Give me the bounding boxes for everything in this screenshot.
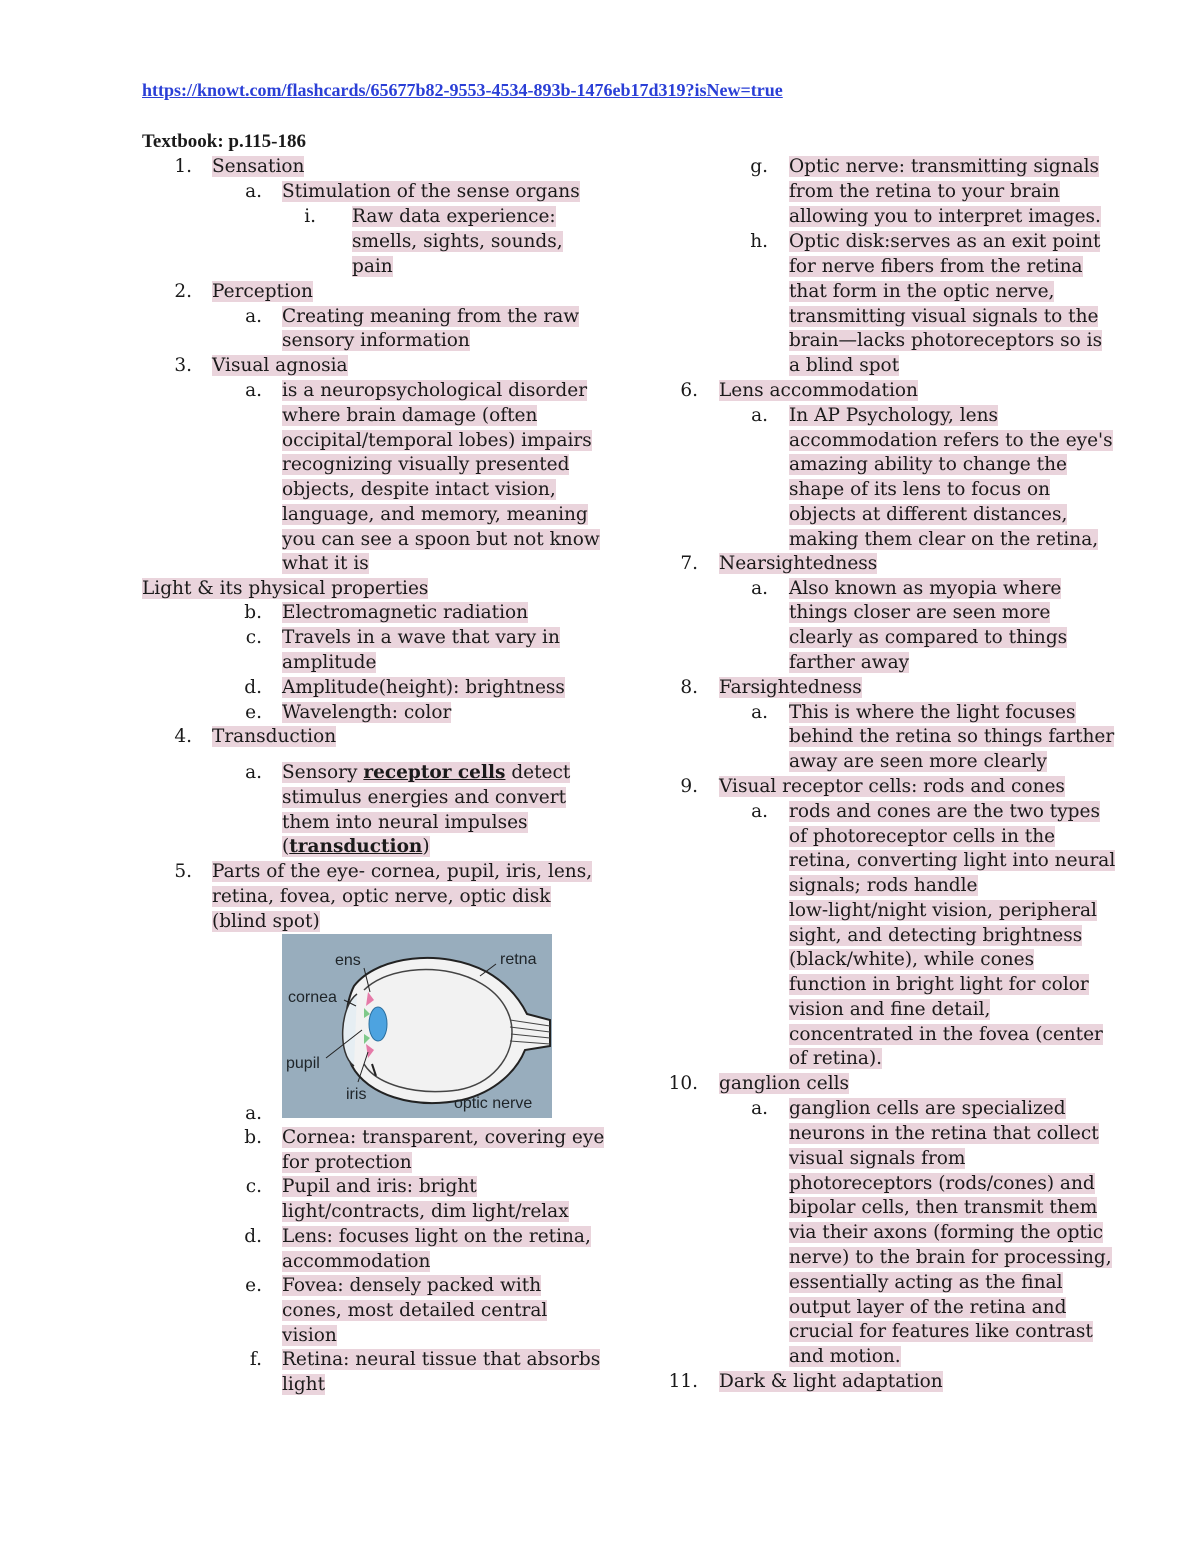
list-item: Cornea: transparent, covering eye <box>282 1127 605 1148</box>
list-marker: d. <box>244 677 262 698</box>
list-item: sensory information <box>282 330 470 351</box>
list-item: things closer are seen more <box>789 602 1051 623</box>
list-marker: 9. <box>680 776 698 797</box>
list-marker: h. <box>750 231 768 252</box>
eye-diagram <box>282 934 552 1118</box>
list-item: vision and fine detail, <box>789 999 991 1020</box>
list-item: Retina: neural tissue that absorbs <box>282 1349 601 1370</box>
list-item: recognizing visually presented <box>282 454 570 475</box>
list-marker: f. <box>249 1349 262 1370</box>
list-item: Nearsightedness <box>719 553 878 574</box>
list-item: Transduction <box>212 726 337 747</box>
flashcards-link[interactable]: https://knowt.com/flashcards/65677b82-9553-4534-893b-1476eb17d319?isNew=true <box>142 80 783 100</box>
list-marker: a. <box>751 702 768 723</box>
list-item: Optic disk:serves as an exit point <box>789 231 1101 252</box>
list-item: amazing ability to change the <box>789 454 1067 475</box>
list-item: Farsightedness <box>719 677 862 698</box>
list-item: low-light/night vision, peripheral <box>789 900 1097 921</box>
list-item: This is where the light focuses <box>789 702 1076 723</box>
list-item: for protection <box>282 1152 412 1173</box>
list-item: Perception <box>212 281 313 302</box>
list-item: bipolar cells, then transmit them <box>789 1197 1098 1218</box>
list-marker: a. <box>245 380 262 401</box>
receptor-cells-term: receptor cells <box>363 762 506 783</box>
list-marker: 2. <box>174 281 192 302</box>
list-item: neurons in the retina that collect <box>789 1123 1099 1144</box>
list-marker: e. <box>245 1275 262 1296</box>
label-retina: retna <box>500 951 537 968</box>
list-marker: a. <box>751 405 768 426</box>
list-item: Parts of the eye- cornea, pupil, iris, lens, <box>212 861 593 882</box>
list-item: language, and memory, meaning <box>282 504 588 525</box>
list-item: that form in the optic nerve, <box>789 281 1055 302</box>
list-item: is a neuropsychological disorder <box>282 380 588 401</box>
list-marker: a. <box>751 578 768 599</box>
list-item: ganglion cells <box>719 1073 850 1094</box>
list-marker: 4. <box>174 726 192 747</box>
list-item: Sensory receptor cells detect <box>282 762 571 783</box>
list-item: (blind spot) <box>212 911 320 932</box>
list-item: clearly as compared to things <box>789 627 1068 648</box>
list-item: sight, and detecting brightness <box>789 925 1083 946</box>
label-cornea: cornea <box>288 989 337 1006</box>
list-item: Dark & light adaptation <box>719 1371 943 1392</box>
list-item: Stimulation of the sense organs <box>282 181 580 202</box>
list-item: where brain damage (often <box>282 405 538 426</box>
list-item: light <box>282 1374 326 1395</box>
list-item: pain <box>352 256 393 277</box>
list-item: (black/white), while cones <box>789 949 1035 970</box>
list-item: brain—lacks photoreceptors so is <box>789 330 1103 351</box>
list-item: light/contracts, dim light/relax <box>282 1201 569 1222</box>
section-heading: Light & its physical properties <box>142 578 429 599</box>
list-item: from the retina to your brain <box>789 181 1060 202</box>
list-item: Creating meaning from the raw <box>282 306 580 327</box>
transduction-term: transduction <box>289 836 423 857</box>
list-item: Lens accommodation <box>719 380 918 401</box>
list-item: Visual agnosia <box>212 355 348 376</box>
list-item: concentrated in the fovea (center <box>789 1024 1103 1045</box>
list-item: Sensation <box>212 156 305 177</box>
list-item: what it is <box>282 553 369 574</box>
list-item: visual signals from <box>789 1148 966 1169</box>
list-item: away are seen more clearly <box>789 751 1047 772</box>
list-item: vision <box>282 1325 337 1346</box>
list-marker: 7. <box>680 553 698 574</box>
lens-shape <box>369 1007 387 1041</box>
label-iris: iris <box>346 1086 367 1103</box>
list-item: smells, sights, sounds, <box>352 231 563 252</box>
list-item: objects, despite intact vision, <box>282 479 556 500</box>
list-item: making them clear on the retina, <box>789 529 1099 550</box>
list-item: amplitude <box>282 652 377 673</box>
list-item: occipital/temporal lobes) impairs <box>282 430 592 451</box>
list-marker: i. <box>304 206 316 227</box>
list-item: behind the retina so things farther <box>789 726 1115 747</box>
list-marker: a. <box>245 762 262 783</box>
list-item: stimulus energies and convert <box>282 787 567 808</box>
label-optic-nerve: optic nerve <box>454 1095 533 1112</box>
list-item: and motion. <box>789 1346 901 1367</box>
list-item: them into neural impulses <box>282 812 528 833</box>
list-item: Wavelength: color <box>282 702 452 723</box>
list-marker: d. <box>244 1226 262 1247</box>
list-marker: g. <box>750 156 768 177</box>
list-item: transmitting visual signals to the <box>789 306 1099 327</box>
list-item: allowing you to interpret images. <box>789 206 1101 227</box>
list-item: essentially acting as the final <box>789 1272 1063 1293</box>
list-item: a blind spot <box>789 355 900 376</box>
list-item: accommodation refers to the eye's <box>789 430 1113 451</box>
list-marker: 3. <box>174 355 192 376</box>
list-item: for nerve fibers from the retina <box>789 256 1083 277</box>
list-item: function in bright light for color <box>789 974 1089 995</box>
list-item: cones, most detailed central <box>282 1300 548 1321</box>
list-item: accommodation <box>282 1251 431 1272</box>
list-marker: 8. <box>680 677 698 698</box>
list-item: crucial for features like contrast <box>789 1321 1093 1342</box>
list-marker: a. <box>751 1098 768 1119</box>
list-item: Travels in a wave that vary in <box>282 627 560 648</box>
list-item: Raw data experience: <box>352 206 556 227</box>
list-item: signals; rods handle <box>789 875 978 896</box>
list-marker: b. <box>244 602 262 623</box>
list-marker: c. <box>245 627 262 648</box>
eye-diagram-svg <box>282 934 552 1118</box>
list-marker: 5. <box>174 861 192 882</box>
list-item: farther away <box>789 652 910 673</box>
list-item: of photoreceptor cells in the <box>789 826 1056 847</box>
list-item: Optic nerve: transmitting signals <box>789 156 1100 177</box>
list-item: ganglion cells are specialized <box>789 1098 1066 1119</box>
label-lens: ens <box>335 952 361 969</box>
list-item: In AP Psychology, lens <box>789 405 999 426</box>
list-item: objects at different distances, <box>789 504 1068 525</box>
list-item: via their axons (forming the optic <box>789 1222 1104 1243</box>
list-item: Lens: focuses light on the retina, <box>282 1226 591 1247</box>
list-item: Fovea: densely packed with <box>282 1275 542 1296</box>
list-item: Also known as myopia where <box>789 578 1062 599</box>
list-item: you can see a spoon but not know <box>282 529 600 550</box>
list-item: Pupil and iris: bright <box>282 1176 477 1197</box>
list-marker: 10. <box>668 1073 698 1094</box>
label-pupil: pupil <box>286 1055 320 1072</box>
list-item: nerve) to the brain for processing, <box>789 1247 1112 1268</box>
list-marker: a. <box>245 306 262 327</box>
list-item: output layer of the retina and <box>789 1297 1067 1318</box>
list-item: retina, fovea, optic nerve, optic disk <box>212 886 551 907</box>
list-marker: b. <box>244 1127 262 1148</box>
list-marker: a. <box>751 801 768 822</box>
list-marker: 6. <box>680 380 698 401</box>
list-marker: 11. <box>668 1371 698 1392</box>
textbook-heading: Textbook: p.115-186 <box>142 131 306 152</box>
list-item: of retina). <box>789 1048 883 1069</box>
list-marker: a. <box>245 181 262 202</box>
list-item: shape of its lens to focus on <box>789 479 1050 500</box>
list-marker: c. <box>245 1176 262 1197</box>
list-marker: a. <box>245 1103 262 1124</box>
list-item: (transduction) <box>282 836 430 857</box>
list-marker: 1. <box>174 156 192 177</box>
list-item: photoreceptors (rods/cones) and <box>789 1173 1095 1194</box>
list-item: Electromagnetic radiation <box>282 602 529 623</box>
list-item: Amplitude(height): brightness <box>282 677 565 698</box>
list-item: Visual receptor cells: rods and cones <box>719 776 1065 797</box>
list-marker: e. <box>245 702 262 723</box>
list-item: rods and cones are the two types <box>789 801 1100 822</box>
list-item: retina, converting light into neural <box>789 850 1116 871</box>
